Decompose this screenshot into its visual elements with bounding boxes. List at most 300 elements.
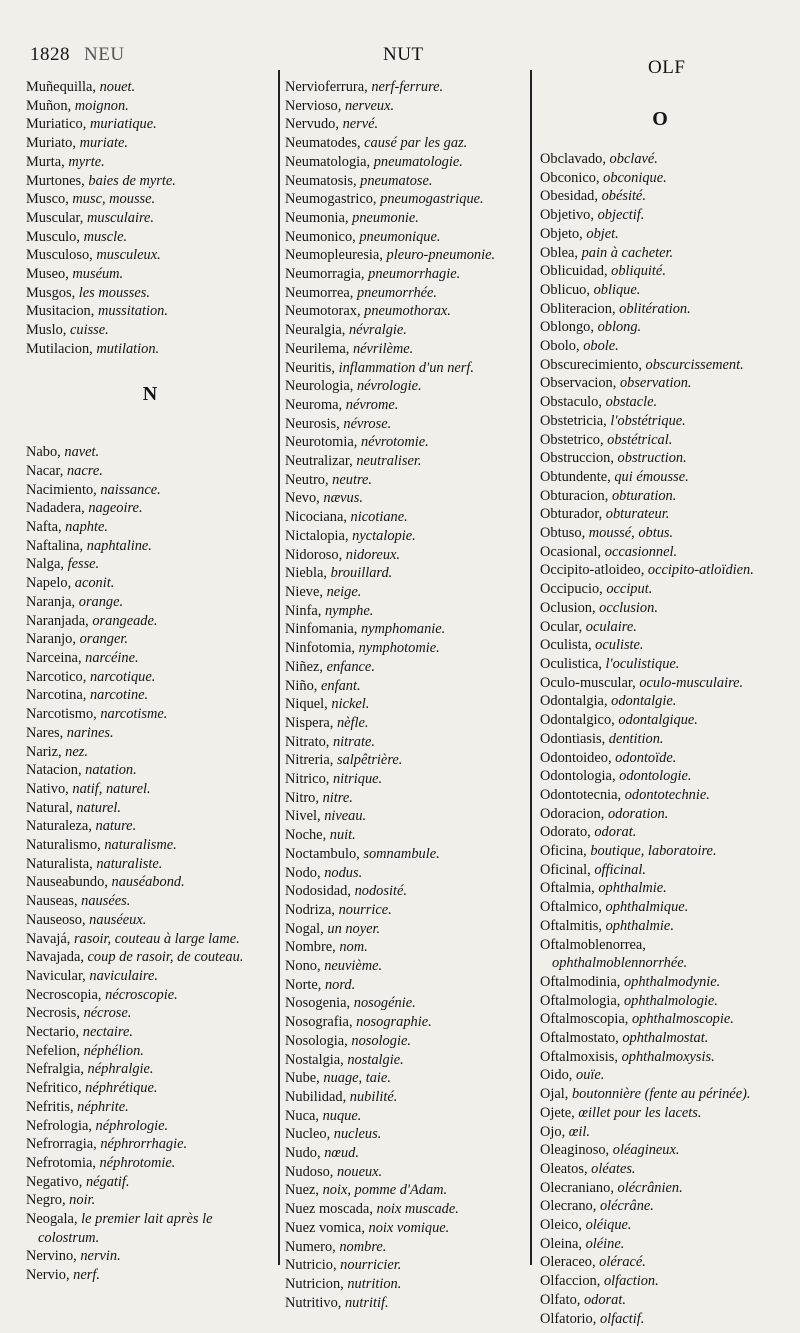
translation: nuit. — [329, 827, 356, 844]
translation: oculiste. — [595, 637, 644, 654]
translation: naviculaire. — [89, 967, 158, 984]
headword: Napelo , — [26, 575, 75, 591]
translation: névrome. — [345, 396, 399, 413]
dictionary-entry — [26, 911, 274, 930]
headword: Narcotina , — [26, 687, 90, 703]
headword: Ocular , — [540, 619, 586, 635]
headword: Naftalina , — [26, 538, 87, 554]
dictionary-entry — [285, 1069, 525, 1088]
headword: Nectario , — [26, 1024, 83, 1040]
dictionary-entry — [540, 1235, 780, 1254]
translation: orange. — [78, 593, 124, 610]
translation: nervé. — [342, 116, 379, 133]
headword: Obliteracion , — [540, 301, 619, 317]
headword: Musgos , — [26, 285, 79, 301]
translation: objectif. — [597, 207, 645, 224]
translation: névrilème. — [352, 340, 414, 357]
headword: Ojo , — [540, 1124, 569, 1140]
dictionary-entry — [285, 340, 525, 359]
translation: nidoreux. — [345, 546, 400, 563]
translation: nymphomanie. — [360, 621, 446, 638]
translation: néphrorrhagie. — [100, 1136, 188, 1153]
translation: nourrice. — [338, 901, 392, 918]
translation: pleuro-pneumonie. — [386, 247, 496, 264]
headword: Oftalmostato , — [540, 1030, 622, 1046]
dictionary-entry — [285, 452, 525, 471]
headword: Oleraceo , — [540, 1254, 599, 1270]
dictionary-entry — [285, 1051, 525, 1070]
translation: naturel. — [76, 799, 121, 816]
headword: Ninfa , — [285, 603, 325, 619]
headword: Nosogenia , — [285, 995, 354, 1011]
translation: oléique. — [585, 1217, 632, 1234]
headword: Obstetrico , — [540, 432, 607, 448]
dictionary-entry — [540, 879, 780, 898]
headword: Nares , — [26, 725, 67, 741]
dictionary-entry — [540, 505, 780, 524]
dictionary-entry — [540, 580, 780, 599]
translation: olfaction. — [603, 1273, 659, 1290]
dictionary-entry — [540, 543, 780, 562]
translation: pneumorrhagie. — [368, 266, 461, 283]
dictionary-entry — [540, 1253, 780, 1272]
translation: nutritif. — [344, 1294, 389, 1311]
headword: Nispera , — [285, 715, 337, 731]
translation: nature. — [95, 818, 137, 835]
translation: boutonnière (fente au périnée). — [571, 1086, 751, 1103]
dictionary-entry — [26, 855, 274, 874]
dictionary-entry — [285, 415, 525, 434]
headword: Nervudo , — [285, 116, 343, 132]
headword: Nuez , — [285, 1182, 323, 1198]
dictionary-entry — [26, 1191, 274, 1210]
headword: Nodo , — [285, 865, 324, 881]
dictionary-entry — [26, 340, 274, 359]
translation: naissance. — [100, 481, 161, 498]
dictionary-entry — [26, 134, 274, 153]
translation: nitrique. — [332, 771, 383, 788]
translation: nord. — [324, 976, 356, 993]
translation: nom. — [339, 939, 368, 956]
page-number: 1828 — [30, 44, 70, 65]
translation: pneumonique. — [359, 228, 441, 245]
translation: oblique. — [593, 281, 641, 298]
translation: aconit. — [74, 575, 115, 592]
headword: Necrosis , — [26, 1005, 84, 1021]
translation: mussitation. — [97, 303, 168, 320]
headword: Nefrotomia , — [26, 1155, 100, 1171]
dictionary-entry — [540, 1216, 780, 1235]
dictionary-entry — [540, 767, 780, 786]
dictionary-entry — [26, 115, 274, 134]
headword: Nuez moscada , — [285, 1201, 377, 1217]
headword: Neumorragia , — [285, 266, 368, 282]
translation: enfance. — [326, 658, 375, 675]
dictionary-entry — [26, 817, 274, 836]
dictionary-entry — [285, 1238, 525, 1257]
dictionary-entry — [285, 920, 525, 939]
headword: Numero , — [285, 1239, 339, 1255]
dictionary-entry — [26, 780, 274, 799]
headword: Nosografia , — [285, 1014, 356, 1030]
dictionary-entry — [26, 518, 274, 537]
headword: Negativo , — [26, 1174, 86, 1190]
translation: névrose. — [343, 415, 392, 432]
translation: nauséeux. — [89, 911, 147, 928]
entries-m-tail — [26, 78, 274, 359]
dictionary-entry — [285, 433, 525, 452]
dictionary-entry — [540, 1179, 780, 1198]
headword: Naranja , — [26, 594, 79, 610]
translation: odontalgique. — [618, 712, 698, 729]
headword: Muriato , — [26, 135, 80, 151]
translation: cuisse. — [70, 322, 109, 339]
dictionary-entry — [540, 1048, 780, 1067]
headword: Navajá , — [26, 931, 74, 947]
headword: Nervio , — [26, 1267, 73, 1283]
dictionary-entry — [540, 150, 780, 169]
dictionary-entry — [285, 938, 525, 957]
headword: Oficina , — [540, 843, 590, 859]
headword: Oftalmologia , — [540, 993, 624, 1009]
dictionary-entry — [540, 1160, 780, 1179]
headword: Mutilacion , — [26, 341, 96, 357]
headword: Odontalgia , — [540, 693, 611, 709]
headword: Obstaculo , — [540, 394, 606, 410]
dictionary-entry — [26, 284, 274, 303]
dictionary-entry — [540, 561, 780, 580]
headword: Naranjada , — [26, 613, 92, 629]
translation: navet. — [64, 444, 100, 461]
dictionary-entry — [26, 537, 274, 556]
headword: Ninfotomia , — [285, 640, 359, 656]
translation: névralgie. — [348, 322, 407, 339]
translation: muscle. — [83, 228, 128, 245]
translation: narines. — [66, 724, 114, 741]
headword: Observacion , — [540, 375, 620, 391]
dictionary-entry — [540, 861, 780, 880]
dictionary-entry — [540, 1085, 780, 1104]
translation: pneumonie. — [352, 209, 419, 226]
dictionary-entry — [540, 1123, 780, 1142]
headword: Nuca , — [285, 1108, 323, 1124]
translation: odoration. — [607, 805, 669, 822]
translation: occlusion. — [599, 599, 658, 616]
headword: Objeto , — [540, 226, 586, 242]
translation: œil. — [568, 1123, 590, 1140]
headword: Obesidad , — [540, 188, 602, 204]
headword: Odoracion , — [540, 806, 608, 822]
dictionary-entry — [26, 836, 274, 855]
translation: ophthalmique. — [605, 899, 689, 916]
dictionary-entry — [26, 799, 274, 818]
headword: Objetivo , — [540, 207, 598, 223]
headword: Neogala , — [26, 1211, 81, 1227]
translation: obscurcissement. — [645, 356, 744, 373]
dictionary-entry — [540, 300, 780, 319]
column-divider-right — [530, 70, 532, 1265]
translation: pneumatologie. — [373, 153, 463, 170]
dictionary-entry — [285, 845, 525, 864]
headword: Oblea , — [540, 245, 582, 261]
dictionary-entry — [540, 206, 780, 225]
headword: Nicociana , — [285, 509, 351, 525]
dictionary-entry — [285, 807, 525, 826]
headword: Odorato , — [540, 824, 594, 840]
translation: ouïe. — [576, 1067, 605, 1084]
translation: nausées. — [81, 893, 131, 910]
translation: nœud. — [324, 1145, 359, 1162]
translation: l'oculistique. — [605, 655, 680, 672]
dictionary-entry — [26, 1135, 274, 1154]
translation: musculeux. — [96, 247, 161, 264]
headword: Nervino , — [26, 1248, 80, 1264]
headword: Naturalista , — [26, 856, 96, 872]
headword: Oclusion , — [540, 600, 599, 616]
headword: Muñon , — [26, 98, 75, 114]
headword: Nitreria , — [285, 752, 337, 768]
translation: nourricier. — [340, 1257, 402, 1274]
dictionary-entry — [26, 462, 274, 481]
headword: Narcotico , — [26, 669, 90, 685]
dictionary-entry — [26, 649, 274, 668]
headword: Oblongo , — [540, 319, 598, 335]
translation: nez. — [65, 743, 88, 760]
dictionary-entry — [26, 1117, 274, 1136]
translation: moignon. — [74, 97, 129, 114]
headword: Olecraniano , — [540, 1180, 618, 1196]
dictionary-entry — [26, 78, 274, 97]
headword: Negro , — [26, 1192, 69, 1208]
translation: nucleus. — [333, 1126, 382, 1143]
headword: Neuroma , — [285, 397, 346, 413]
entries-o — [540, 150, 780, 1328]
translation: myrte. — [68, 153, 105, 170]
headword: Neuralgia , — [285, 322, 349, 338]
dictionary-entry — [26, 686, 274, 705]
headword: Odontotecnia , — [540, 787, 625, 803]
dictionary-entry — [540, 431, 780, 450]
dictionary-entry — [285, 639, 525, 658]
headword: Niñez , — [285, 659, 327, 675]
dictionary-entry — [285, 770, 525, 789]
translation: nostalgie. — [347, 1051, 404, 1068]
headword: Obscurecimiento , — [540, 357, 646, 373]
headword: Nucleo , — [285, 1126, 334, 1142]
headword: Murta , — [26, 154, 68, 170]
dictionary-entry — [26, 209, 274, 228]
translation: néphrite. — [77, 1098, 129, 1115]
headword: Odontiasis , — [540, 731, 609, 747]
dictionary-entry — [285, 583, 525, 602]
dictionary-entry — [285, 302, 525, 321]
headword: Neurosis , — [285, 416, 343, 432]
translation: névrologie. — [356, 378, 422, 395]
translation: nuque. — [322, 1107, 362, 1124]
headword: Nativo , — [26, 781, 72, 797]
translation: qui émousse. — [614, 468, 689, 485]
dictionary-entry — [285, 1200, 525, 1219]
translation: coup de rasoir, de couteau. — [87, 949, 244, 966]
translation: enfant. — [321, 677, 361, 694]
headword: Neurilema , — [285, 341, 353, 357]
dictionary-entry — [540, 1310, 780, 1329]
translation: odorat. — [594, 824, 637, 841]
dictionary-entry — [285, 1181, 525, 1200]
translation: nævus. — [323, 490, 363, 507]
dictionary-entry — [540, 374, 780, 393]
translation: oblitération. — [619, 300, 691, 317]
translation: olécrâne. — [599, 1198, 654, 1215]
dictionary-entry — [540, 262, 780, 281]
translation: natif, naturel. — [72, 780, 151, 797]
dictionary-entry — [540, 674, 780, 693]
dictionary-entry — [285, 1013, 525, 1032]
translation: pain à cacheter. — [581, 244, 674, 261]
dictionary-entry — [26, 705, 274, 724]
translation: nèfle. — [336, 714, 369, 731]
translation: narcotine. — [89, 687, 149, 704]
translation: odorat. — [583, 1291, 626, 1308]
dictionary-entry — [285, 265, 525, 284]
dictionary-entry — [285, 489, 525, 508]
dictionary-entry — [26, 986, 274, 1005]
dictionary-entry — [540, 842, 780, 861]
column-divider-left — [278, 70, 280, 1265]
left-guide-word: NEU — [84, 44, 125, 65]
headword: Nauseas , — [26, 893, 81, 909]
dictionary-entry — [285, 359, 525, 378]
translation: obliquité. — [611, 263, 666, 280]
dictionary-entry — [285, 321, 525, 340]
headword: Oftalmia , — [540, 880, 598, 896]
dictionary-entry — [285, 1275, 525, 1294]
translation: muriate. — [79, 135, 128, 152]
dictionary-entry — [540, 449, 780, 468]
translation: nyctalopie. — [352, 527, 416, 544]
headword: Nitro , — [285, 790, 323, 806]
translation: oranger. — [79, 631, 128, 648]
headword: Obtundente , — [540, 469, 614, 485]
dictionary-entry — [285, 620, 525, 639]
translation: nitre. — [322, 789, 353, 806]
dictionary-entry — [26, 481, 274, 500]
headword: Odontalgico , — [540, 712, 618, 728]
headword: Occipito-atloideo , — [540, 562, 648, 578]
translation: nervin. — [80, 1248, 121, 1265]
translation: nodus. — [324, 864, 363, 881]
translation: neuvième. — [324, 958, 383, 975]
headword: Obstruccion , — [540, 450, 618, 466]
headword: Murtones , — [26, 173, 88, 189]
translation: ophthalmie. — [605, 917, 674, 934]
translation: boutique, laboratoire. — [590, 843, 717, 860]
translation: néphrétique. — [85, 1080, 158, 1097]
dictionary-entry — [285, 153, 525, 172]
translation: noix vomique. — [368, 1219, 450, 1236]
translation: officinal. — [594, 861, 646, 878]
headword: Narcotismo , — [26, 706, 100, 722]
translation: l'obstétrique. — [610, 412, 686, 429]
dictionary-entry — [26, 1266, 274, 1285]
headword: Musco , — [26, 191, 72, 207]
translation: nosologie. — [351, 1032, 411, 1049]
headword: Nube , — [285, 1070, 323, 1086]
headword: Niquel , — [285, 696, 331, 712]
dictionary-entry — [285, 134, 525, 153]
dictionary-entry — [540, 393, 780, 412]
translation: pneumothorax. — [364, 303, 451, 320]
dictionary-entry — [540, 1272, 780, 1291]
dictionary-entry — [26, 321, 274, 340]
headword: Norte , — [285, 977, 325, 993]
headword: Nacar , — [26, 463, 67, 479]
dictionary-entry — [26, 873, 274, 892]
dictionary-entry — [285, 826, 525, 845]
headword: Oftalmoblenorrea , — [540, 937, 646, 953]
dictionary-entry — [285, 1088, 525, 1107]
headword: Oftalmoxisis , — [540, 1049, 622, 1065]
headword: Nutritivo , — [285, 1295, 345, 1311]
dictionary-entry — [285, 1294, 525, 1313]
dictionary-entry — [540, 1197, 780, 1216]
headword: Nefritis , — [26, 1099, 77, 1115]
translation: néphrotomie. — [99, 1154, 176, 1171]
translation: néphralgie. — [87, 1061, 154, 1078]
translation: oblong. — [597, 319, 642, 336]
headword: Nervioso , — [285, 98, 345, 114]
dictionary-entry — [26, 1023, 274, 1042]
headword: Navicular , — [26, 968, 89, 984]
headword: Obturacion , — [540, 488, 612, 504]
translation: pneumorrhée. — [356, 284, 438, 301]
headword: Nauseabundo , — [26, 874, 112, 890]
translation: narcéine. — [85, 649, 139, 666]
headword: Obclavado , — [540, 151, 610, 167]
translation: nicotiane. — [350, 509, 408, 526]
headword: Neurotomia , — [285, 434, 361, 450]
headword: Navajada , — [26, 949, 88, 965]
column-1 — [26, 78, 274, 1285]
headword: Muslo , — [26, 322, 70, 338]
translation: nosogénie. — [353, 995, 416, 1012]
headword: Oficinal , — [540, 862, 594, 878]
headword: Nervioferrura , — [285, 79, 371, 95]
headword: Muscular , — [26, 210, 87, 226]
headword: Nictalopia , — [285, 528, 352, 544]
translation: nécroscopie. — [105, 986, 178, 1003]
headword: Nutricion , — [285, 1276, 347, 1292]
headword: Neumopleuresia , — [285, 247, 387, 263]
dictionary-entry — [285, 190, 525, 209]
headword: Nefritico , — [26, 1080, 85, 1096]
headword: Nono , — [285, 958, 324, 974]
dictionary-entry — [540, 1066, 780, 1085]
dictionary-entry — [540, 1141, 780, 1160]
headword: Neumonico , — [285, 229, 359, 245]
headword: Neumogastrico , — [285, 191, 380, 207]
headword: Oftalmitis , — [540, 918, 606, 934]
headword: Olfaccion , — [540, 1273, 604, 1289]
translation: neige. — [326, 583, 362, 600]
entries-n-first — [26, 443, 274, 1285]
headword: Musitacion , — [26, 303, 98, 319]
translation: obconique. — [603, 169, 667, 186]
dictionary-entry — [540, 805, 780, 824]
headword: Nefelion , — [26, 1043, 84, 1059]
headword: Musculo , — [26, 229, 84, 245]
headword: Noctambulo , — [285, 846, 363, 862]
